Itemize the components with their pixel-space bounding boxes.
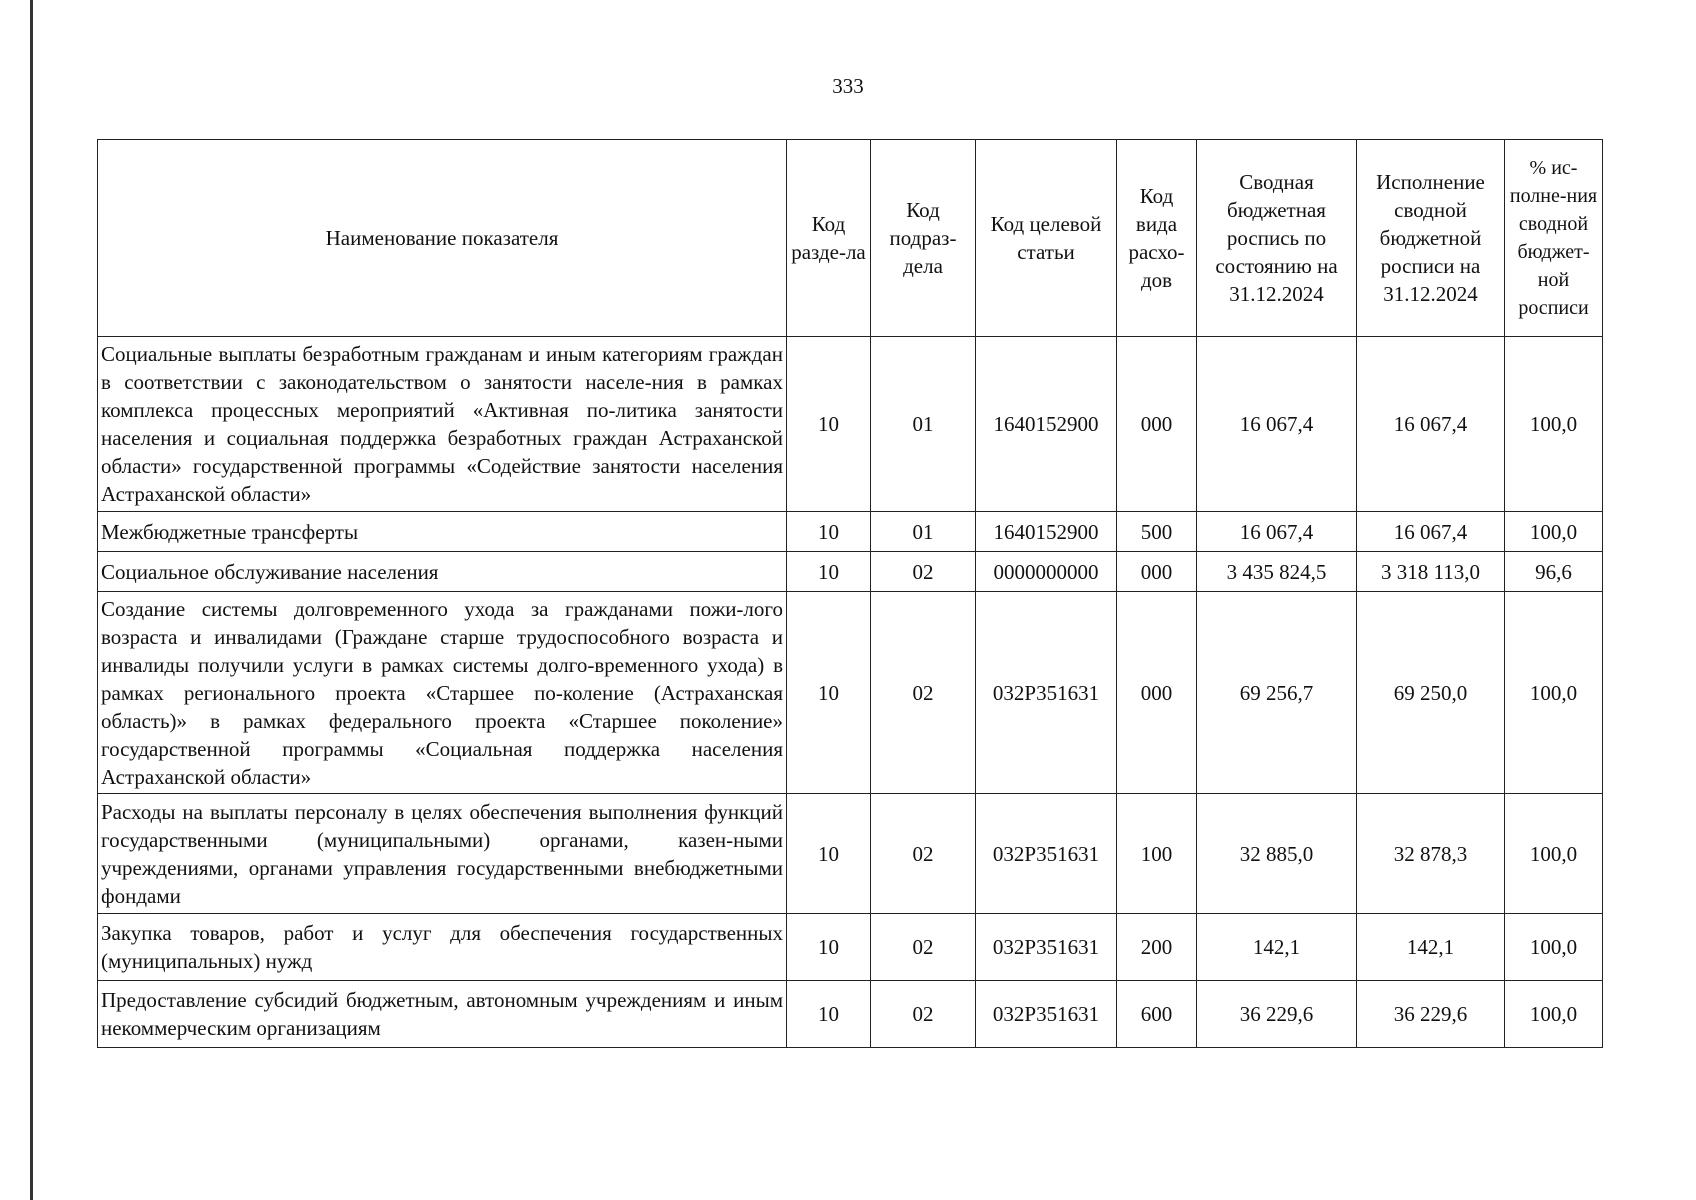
row-expense-type-code: 000 bbox=[1117, 337, 1197, 512]
row-section-code: 10 bbox=[787, 512, 871, 552]
row-section-code: 10 bbox=[787, 914, 871, 981]
row-target-code: 032Р351631 bbox=[976, 592, 1117, 794]
page-number: 333 bbox=[832, 74, 864, 98]
row-percent-value: 100,0 bbox=[1505, 592, 1603, 794]
row-percent-value: 100,0 bbox=[1505, 914, 1603, 981]
row-name: Межбюджетные трансферты bbox=[98, 512, 787, 552]
row-execution-value: 3 318 113,0 bbox=[1357, 552, 1505, 592]
row-target-code: 032Р351631 bbox=[976, 794, 1117, 914]
row-section-code: 10 bbox=[787, 981, 871, 1048]
table-row bbox=[98, 592, 1603, 794]
row-target-code: 0000000000 bbox=[976, 552, 1117, 592]
row-percent-value: 100,0 bbox=[1505, 981, 1603, 1048]
row-name: Закупка товаров, работ и услуг для обеспечения государственных (муниципальных) нужд bbox=[98, 914, 787, 981]
row-budget-value: 32 885,0 bbox=[1197, 794, 1357, 914]
page-margin-line bbox=[30, 0, 33, 1200]
row-target-code: 1640152900 bbox=[976, 337, 1117, 512]
table-row bbox=[98, 337, 1603, 512]
row-name: Предоставление субсидий бюджетным, автономным учреждениям и иным некоммерческим организациям bbox=[98, 981, 787, 1048]
row-section-code: 10 bbox=[787, 592, 871, 794]
row-section-code: 10 bbox=[787, 552, 871, 592]
header-row bbox=[98, 140, 1603, 337]
header-execution-percent: % ис-полне-ния сводной бюджет-ной росписи bbox=[1505, 140, 1603, 337]
row-subsection-code: 01 bbox=[871, 512, 976, 552]
row-expense-type-code: 600 bbox=[1117, 981, 1197, 1048]
row-percent-value: 100,0 bbox=[1505, 512, 1603, 552]
row-execution-value: 16 067,4 bbox=[1357, 512, 1505, 552]
row-subsection-code: 02 bbox=[871, 794, 976, 914]
row-execution-value: 142,1 bbox=[1357, 914, 1505, 981]
row-execution-value: 32 878,3 bbox=[1357, 794, 1505, 914]
table-header bbox=[98, 140, 1603, 337]
row-execution-value: 36 229,6 bbox=[1357, 981, 1505, 1048]
row-subsection-code: 02 bbox=[871, 592, 976, 794]
row-budget-value: 16 067,4 bbox=[1197, 337, 1357, 512]
row-section-code: 10 bbox=[787, 794, 871, 914]
row-budget-value: 142,1 bbox=[1197, 914, 1357, 981]
row-budget-value: 36 229,6 bbox=[1197, 981, 1357, 1048]
row-budget-value: 16 067,4 bbox=[1197, 512, 1357, 552]
row-budget-value: 69 256,7 bbox=[1197, 592, 1357, 794]
row-subsection-code: 02 bbox=[871, 552, 976, 592]
table-row bbox=[98, 512, 1603, 552]
row-percent-value: 96,6 bbox=[1505, 552, 1603, 592]
row-percent-value: 100,0 bbox=[1505, 337, 1603, 512]
row-percent-value: 100,0 bbox=[1505, 794, 1603, 914]
row-budget-value: 3 435 824,5 bbox=[1197, 552, 1357, 592]
row-subsection-code: 01 bbox=[871, 337, 976, 512]
row-expense-type-code: 500 bbox=[1117, 512, 1197, 552]
row-expense-type-code: 000 bbox=[1117, 592, 1197, 794]
header-execution: Исполнение сводной бюджетной росписи на 31.12.2024 bbox=[1357, 140, 1505, 337]
row-expense-type-code: 000 bbox=[1117, 552, 1197, 592]
header-expense-type-code: Код вида расхо-дов bbox=[1117, 140, 1197, 337]
row-name: Социальные выплаты безработным гражданам и иным категориям граждан в соответствии с законодательством о занятости населе-ния в рамках комплекса процессных мероприятий «Активная по-литика занятости населения и социальная поддержка безработных граждан Астраханской области» государственной программы «Содействие занятости населения Астраханской области» bbox=[98, 337, 787, 512]
header-budget-list: Сводная бюджетная роспись по состоянию на 31.12.2024 bbox=[1197, 140, 1357, 337]
row-target-code: 032Р351631 bbox=[976, 914, 1117, 981]
row-name: Социальное обслуживание населения bbox=[98, 552, 787, 592]
header-subsection-code: Код подраз-дела bbox=[871, 140, 976, 337]
row-subsection-code: 02 bbox=[871, 981, 976, 1048]
row-target-code: 032Р351631 bbox=[976, 981, 1117, 1048]
header-target-code: Код целевой статьи bbox=[976, 140, 1117, 337]
table-row bbox=[98, 552, 1603, 592]
table-body bbox=[98, 337, 1603, 1048]
table-row bbox=[98, 981, 1603, 1048]
table-row bbox=[98, 914, 1603, 981]
row-expense-type-code: 200 bbox=[1117, 914, 1197, 981]
header-section-code: Код разде-ла bbox=[787, 140, 871, 337]
row-name: Расходы на выплаты персоналу в целях обеспечения выполнения функций государственными (муниципальными) органами, казен-ными учреждениями, органами управления государственными внебюджетными фондами bbox=[98, 794, 787, 914]
table-row bbox=[98, 794, 1603, 914]
row-name: Создание системы долговременного ухода за гражданами пожи-лого возраста и инвалидами (Граждане старше трудоспособного возраста и инвалиды получили услуги в рамках системы долго-временного ухода) в рамках регионального проекта «Старшее по-коление (Астраханская область)» в рамках федерального проекта «Старшее поколение» государственной программы «Социальная поддержка населения Астраханской области» bbox=[98, 592, 787, 794]
budget-execution-table bbox=[97, 139, 1603, 1048]
row-section-code: 10 bbox=[787, 337, 871, 512]
row-target-code: 1640152900 bbox=[976, 512, 1117, 552]
row-execution-value: 16 067,4 bbox=[1357, 337, 1505, 512]
row-expense-type-code: 100 bbox=[1117, 794, 1197, 914]
header-name: Наименование показателя bbox=[98, 140, 787, 337]
row-subsection-code: 02 bbox=[871, 914, 976, 981]
row-execution-value: 69 250,0 bbox=[1357, 592, 1505, 794]
